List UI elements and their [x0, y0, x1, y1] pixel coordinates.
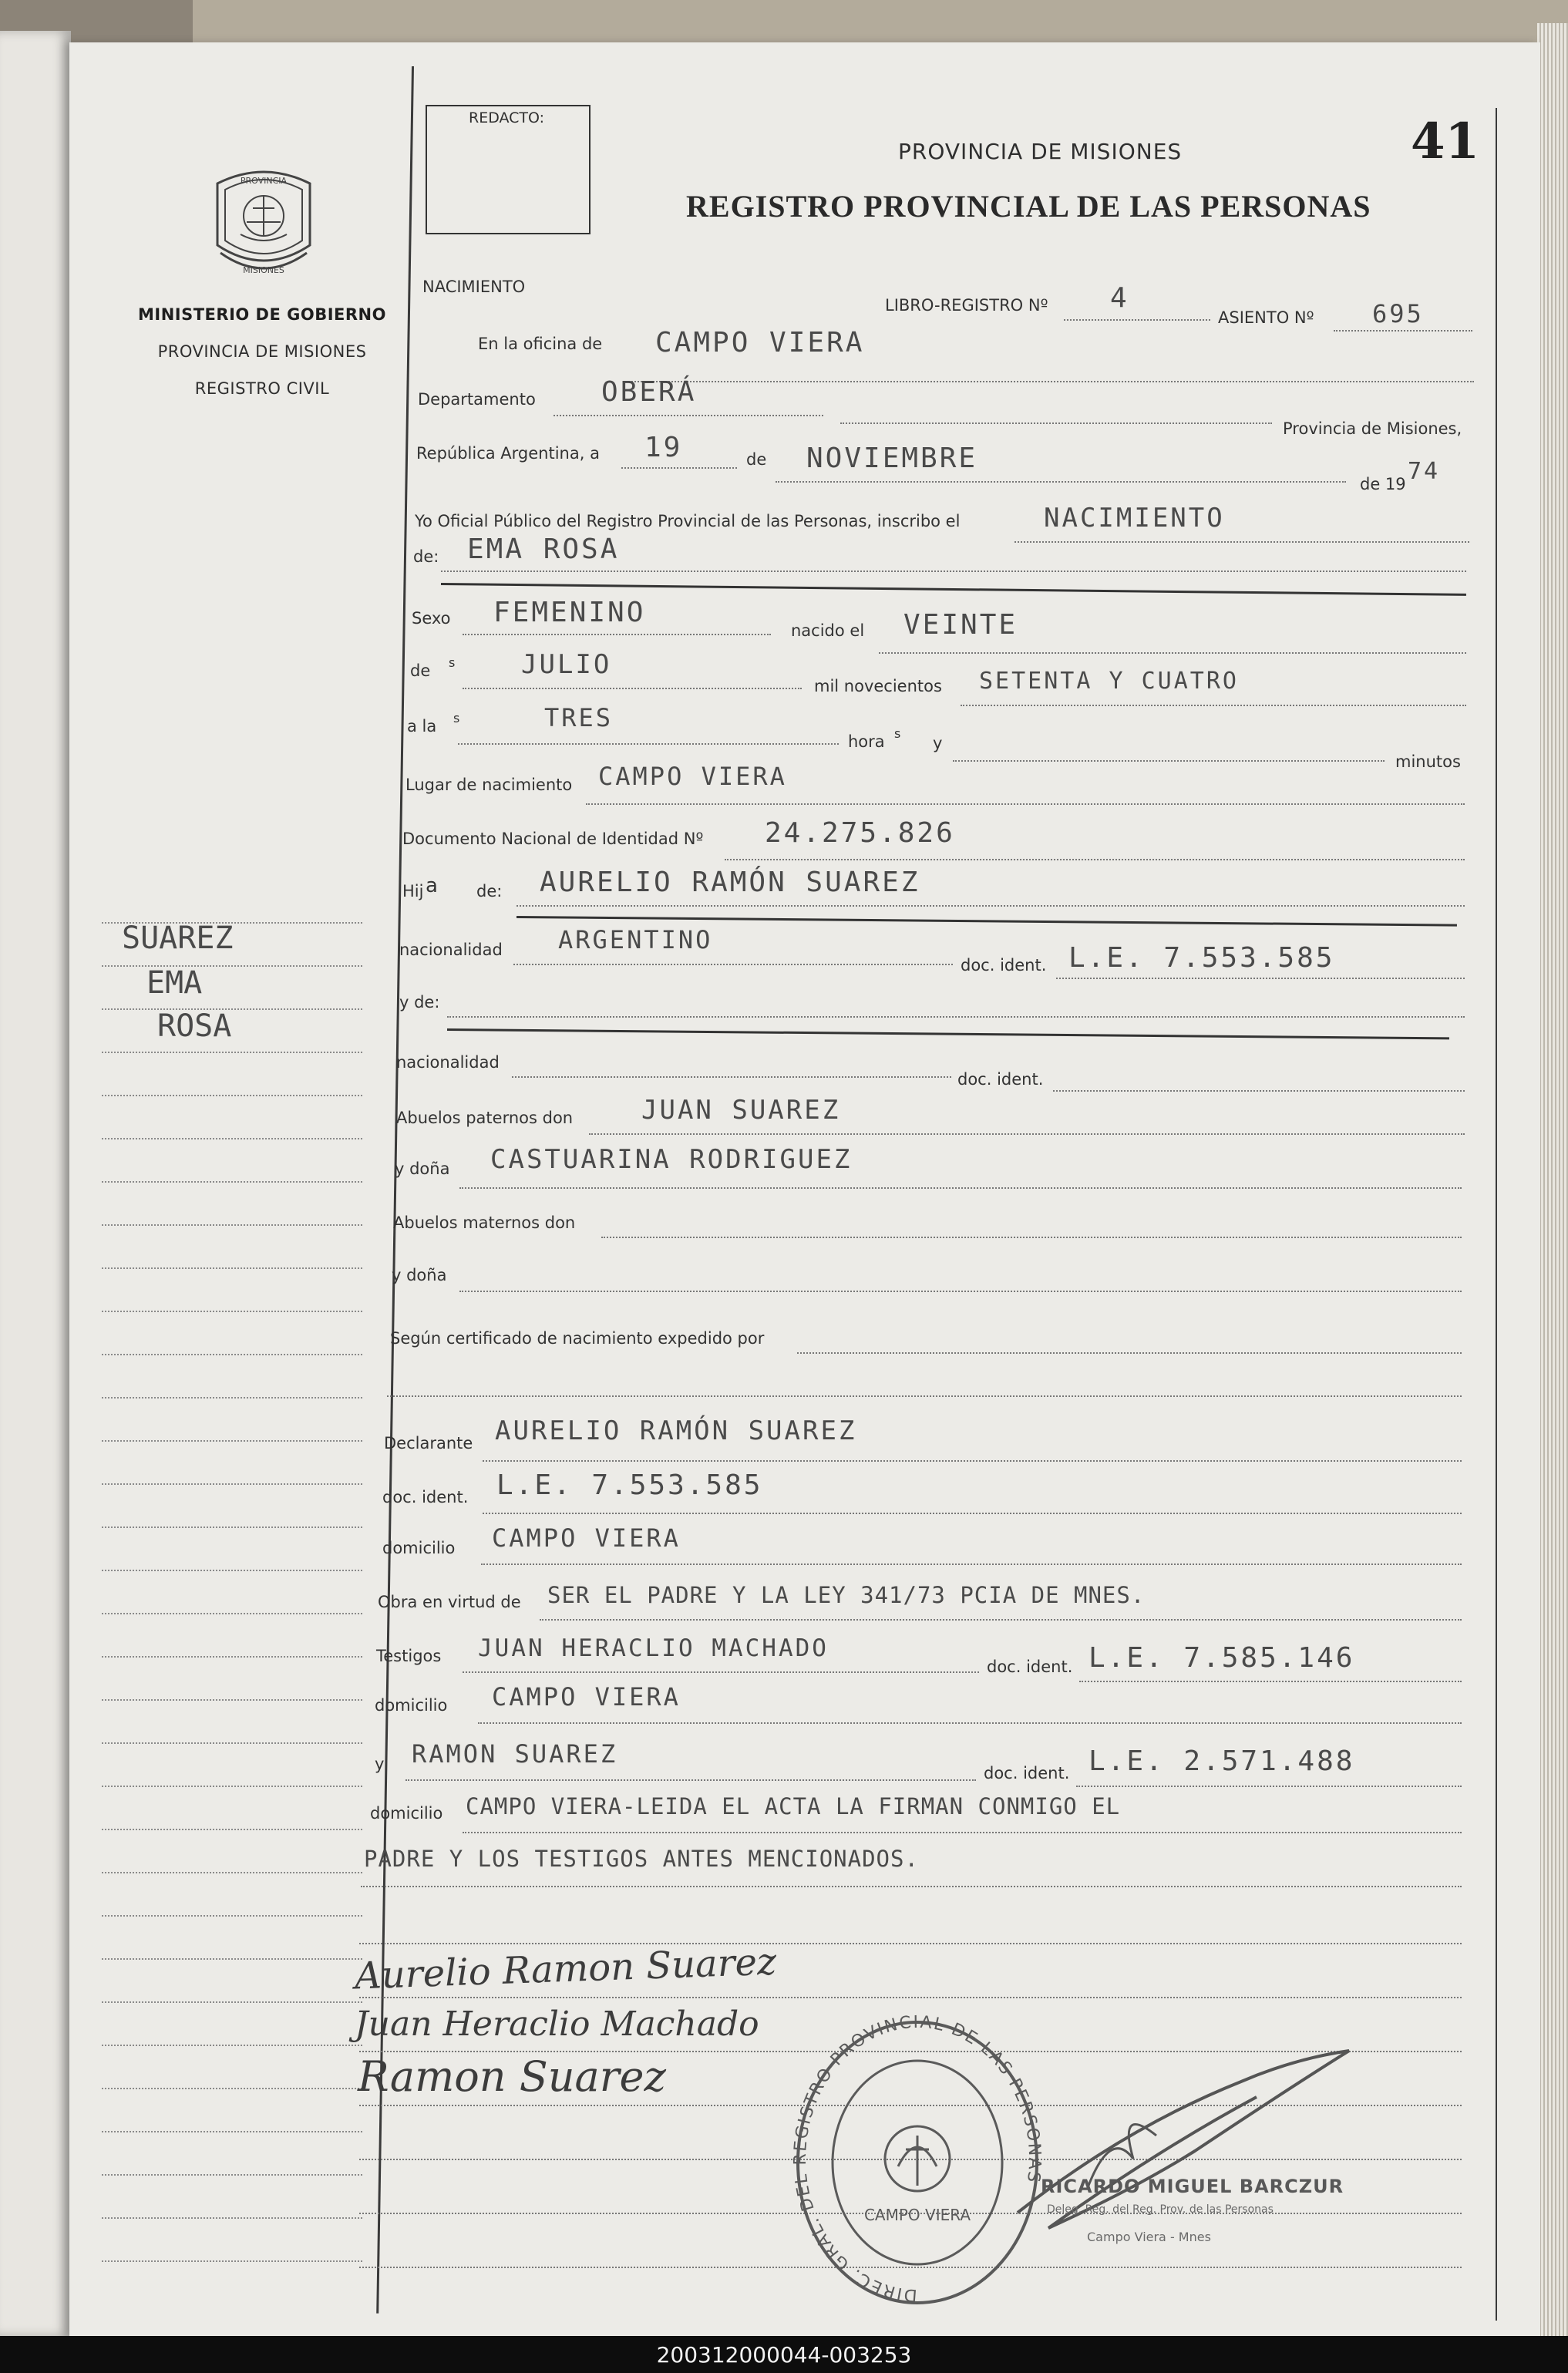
departamento-label: Departamento — [418, 390, 536, 409]
departamento-value: OBERÁ — [601, 376, 697, 408]
de-mes-value: JULIO — [521, 649, 612, 680]
margin-line — [102, 1311, 362, 1312]
margin-line — [102, 1224, 362, 1226]
nacido-label: nacido el — [791, 621, 865, 640]
dni-label: Documento Nacional de Identidad Nº — [402, 830, 704, 848]
dotted-line — [405, 1779, 976, 1781]
margin-line — [102, 1958, 362, 1960]
abuelo-paterno-value: JUAN SUAREZ — [641, 1095, 841, 1126]
de-persona-label: de: — [413, 547, 439, 566]
margin-line — [102, 1699, 362, 1701]
dotted-line — [463, 688, 802, 689]
margin-line — [102, 2260, 362, 2262]
margin-line — [102, 1052, 362, 1053]
dotted-line — [961, 705, 1466, 706]
abuelos-maternos-label: Abuelos maternos don — [393, 1213, 576, 1232]
segun-label: Según certificado de nacimiento expedido por — [390, 1329, 765, 1348]
declarante-value: AURELIO RAMÓN SUAREZ — [495, 1415, 857, 1446]
domicilio2-label: domicilio — [375, 1696, 448, 1715]
dni-value: 24.275.826 — [765, 817, 955, 849]
margin-first-name: EMA — [146, 965, 203, 1001]
dotted-line — [626, 381, 1474, 382]
dotted-line — [879, 652, 1466, 654]
ministerio-label: MINISTERIO DE GOBIERNO — [138, 305, 386, 324]
hij-label: Hij — [402, 882, 424, 900]
left-page-edge — [0, 31, 71, 2336]
mil-value: SETENTA Y CUATRO — [979, 668, 1239, 695]
margin-line — [102, 1008, 362, 1010]
nacido-value: VEINTE — [903, 609, 1018, 641]
oficina-value: CAMPO VIERA — [655, 327, 865, 358]
oficial-value: NACIMIENTO — [1044, 503, 1225, 534]
de-mes-label: de — [410, 661, 431, 680]
provincial-seal-icon — [210, 160, 318, 284]
margin-line — [102, 1483, 362, 1485]
margin-line — [102, 2131, 362, 2132]
stamp-inner-text: CAMPO VIERA — [863, 2206, 971, 2224]
dotted-line — [359, 1943, 1462, 1944]
dotted-line — [1056, 978, 1465, 979]
y-dona2-label: y doña — [392, 1266, 447, 1284]
dotted-line — [797, 1352, 1462, 1354]
stamp-ring-text: DIREC. GRAL. DEL REGISTRO PROVINCIAL DE LAS PERSONAS — [791, 2012, 1045, 2305]
record-id: 200312000044-003253 — [656, 2342, 912, 2368]
margin-line — [102, 2088, 362, 2089]
dotted-line — [387, 1395, 1462, 1397]
testigo2-value: RAMON SUAREZ — [412, 1739, 618, 1769]
dotted-line — [478, 1722, 1462, 1724]
margin-second-name: ROSA — [157, 1008, 232, 1044]
nacimiento-label: NACIMIENTO — [422, 278, 526, 296]
page-stack-edge — [1537, 23, 1568, 2336]
doc-ident5-label: doc. ident. — [984, 1764, 1070, 1782]
abuelos-paternos-label: Abuelos paternos don — [396, 1109, 574, 1127]
alas-label: a la — [407, 717, 437, 735]
margin-line — [102, 1138, 362, 1139]
dotted-line — [481, 1563, 1462, 1565]
dotted-line — [441, 571, 1466, 572]
margin-line — [102, 1786, 362, 1787]
alas-mark: s — [453, 711, 460, 725]
margin-line — [102, 1354, 362, 1355]
mes-value: NOVIEMBRE — [806, 443, 978, 474]
republica-label: República Argentina, a — [416, 444, 600, 463]
doc-ident4-label: doc. ident. — [987, 1658, 1073, 1676]
obra-value: SER EL PADRE Y LA LEY 341/73 PCIA DE MNES. — [547, 1582, 1146, 1608]
right-vertical-rule — [1496, 108, 1497, 2321]
margin-line — [102, 1526, 362, 1528]
dotted-line — [540, 1619, 1462, 1621]
margin-line — [102, 1915, 362, 1917]
dotted-line — [725, 859, 1465, 860]
margin-line — [102, 1656, 362, 1658]
seal-bottom-text: MISIONES — [243, 265, 284, 275]
testigo1-doc: L.E. 7.585.146 — [1089, 1642, 1355, 1674]
dotted-line — [459, 1187, 1462, 1189]
testigo2-doc: L.E. 2.571.488 — [1089, 1745, 1355, 1777]
redacto-label: REDACTO: — [469, 109, 545, 126]
lugar-value: CAMPO VIERA — [598, 762, 787, 791]
dotted-line — [483, 1513, 1462, 1514]
signature-declarante: Aurelio Ramon Suarez — [354, 1940, 778, 1998]
hora-label: hora — [848, 732, 885, 751]
libro-value: 4 — [1110, 282, 1129, 314]
dotted-line — [512, 1076, 951, 1078]
persona-value: EMA ROSA — [467, 534, 620, 565]
domicilio3-label: domicilio — [370, 1804, 443, 1823]
alas-value: TRES — [544, 703, 614, 732]
margin-line — [102, 2001, 362, 2003]
sexo-label: Sexo — [412, 609, 451, 628]
lugar-label: Lugar de nacimiento — [405, 776, 573, 794]
margin-line — [102, 965, 362, 967]
doc-padre-value: L.E. 7.553.585 — [1068, 942, 1335, 974]
y-dona-label: y doña — [395, 1160, 450, 1178]
dotted-line — [447, 1016, 1465, 1018]
margin-line — [102, 1570, 362, 1571]
de-mes-mark: s — [449, 655, 456, 670]
margin-line — [102, 2045, 362, 2046]
margin-line — [102, 1440, 362, 1442]
oficina-label: En la oficina de — [478, 335, 603, 353]
margin-line — [102, 1095, 362, 1096]
declarante-label: Declarante — [384, 1434, 473, 1452]
oficial-label: Yo Oficial Público del Registro Provincial de las Personas, inscribo el — [415, 512, 961, 530]
official-place: Campo Viera - Mnes — [1087, 2230, 1211, 2244]
header-provincia: PROVINCIA DE MISIONES — [898, 139, 1183, 164]
page-number: 41 — [1411, 113, 1480, 170]
asiento-label: ASIENTO Nº — [1218, 308, 1314, 327]
dotted-line — [483, 1460, 1462, 1462]
y-de-label: y de: — [399, 993, 440, 1011]
dotted-line — [361, 1886, 1462, 1887]
abuela-paterna-value: CASTUARINA RODRIGUEZ — [490, 1144, 853, 1175]
doc-ident2-label: doc. ident. — [957, 1070, 1044, 1089]
domicilio-value: CAMPO VIERA — [492, 1523, 681, 1553]
dotted-line — [463, 1832, 1462, 1833]
dia-value: 19 — [644, 432, 683, 463]
margin-line — [102, 2174, 362, 2176]
dotted-line — [554, 415, 823, 416]
dotted-line — [459, 1291, 1462, 1292]
signature-testigo1: Juan Heraclio Machado — [355, 2004, 759, 2044]
declarante-doc-value: L.E. 7.553.585 — [496, 1469, 763, 1501]
dotted-line — [1053, 1090, 1465, 1092]
dotted-line — [840, 422, 1272, 424]
anio-value: 74 — [1408, 458, 1441, 485]
margin-line — [102, 2217, 362, 2219]
margin-line — [102, 1872, 362, 1873]
dotted-line — [776, 481, 1346, 483]
libro-label: LIBRO-REGISTRO Nº — [885, 296, 1048, 315]
cierre-value: PADRE Y LOS TESTIGOS ANTES MENCIONADOS. — [364, 1846, 919, 1872]
dotted-line — [463, 1671, 979, 1673]
dotted-line — [1334, 330, 1472, 332]
provincia-label: PROVINCIA DE MISIONES — [157, 342, 367, 361]
nacionalidad-label: nacionalidad — [399, 941, 503, 959]
seal-top-text: PROVINCIA — [240, 176, 288, 186]
dotted-line — [621, 467, 737, 469]
dotted-line — [589, 1133, 1465, 1135]
anio-label: de 19 — [1360, 475, 1406, 493]
margin-line — [102, 1397, 362, 1399]
testigo1-value: JUAN HERACLIO MACHADO — [478, 1634, 829, 1662]
y2-label: y — [375, 1755, 385, 1773]
nacionalidad-value: ARGENTINO — [558, 925, 713, 954]
dotted-line — [1076, 1786, 1462, 1787]
dotted-line — [516, 905, 1465, 907]
doc-ident-label: doc. ident. — [961, 956, 1047, 974]
padre-value: AURELIO RAMÓN SUAREZ — [540, 867, 920, 898]
book-spine-top — [193, 0, 1568, 45]
dotted-line — [463, 634, 771, 635]
testigo1-dom: CAMPO VIERA — [492, 1682, 681, 1712]
provincia-misiones-label: Provincia de Misiones, — [1283, 419, 1462, 438]
dotted-line — [458, 743, 839, 745]
hij-mark: a — [426, 874, 438, 897]
margin-line — [102, 1267, 362, 1269]
registro-civil-label: REGISTRO CIVIL — [194, 379, 330, 398]
dotted-line — [359, 1997, 1462, 1998]
mil-label: mil novecientos — [814, 677, 942, 695]
dotted-line — [1064, 319, 1210, 321]
margin-surname: SUAREZ — [122, 921, 234, 956]
hij-de-label: de: — [476, 882, 503, 900]
header-registro-title: REGISTRO PROVINCIAL DE LAS PERSONAS — [686, 189, 1371, 224]
dotted-line — [601, 1237, 1462, 1238]
y-label: y — [933, 734, 943, 752]
de-label: de — [746, 450, 767, 469]
dotted-line — [586, 803, 1465, 805]
sexo-value: FEMENINO — [493, 597, 646, 628]
dotted-line — [953, 760, 1385, 762]
dotted-line — [1079, 1681, 1462, 1682]
dotted-line — [1014, 541, 1469, 543]
hora-mark: s — [894, 726, 901, 741]
obra-label: Obra en virtud de — [378, 1593, 521, 1611]
testigos-label: Testigos — [376, 1647, 442, 1665]
official-title: Deleg. Reg. del Reg. Prov. de las Personas — [1047, 2203, 1274, 2216]
testigo2-dom: CAMPO VIERA-LEIDA EL ACTA LA FIRMAN CONMIGO EL — [466, 1793, 1121, 1819]
margin-line — [102, 1181, 362, 1183]
dotted-line — [513, 964, 953, 965]
asiento-value: 695 — [1372, 299, 1424, 328]
domicilio-label: domicilio — [382, 1539, 456, 1557]
margin-line — [102, 1613, 362, 1614]
signature-testigo2: Ramon Suarez — [358, 2052, 666, 2101]
minutos-label: minutos — [1395, 752, 1461, 771]
official-name: RICARDO MIGUEL BARCZUR — [1041, 2176, 1344, 2197]
doc-ident3-label: doc. ident. — [382, 1488, 469, 1506]
nacionalidad2-label: nacionalidad — [396, 1053, 500, 1072]
margin-line — [102, 1742, 362, 1744]
margin-line — [102, 1829, 362, 1830]
